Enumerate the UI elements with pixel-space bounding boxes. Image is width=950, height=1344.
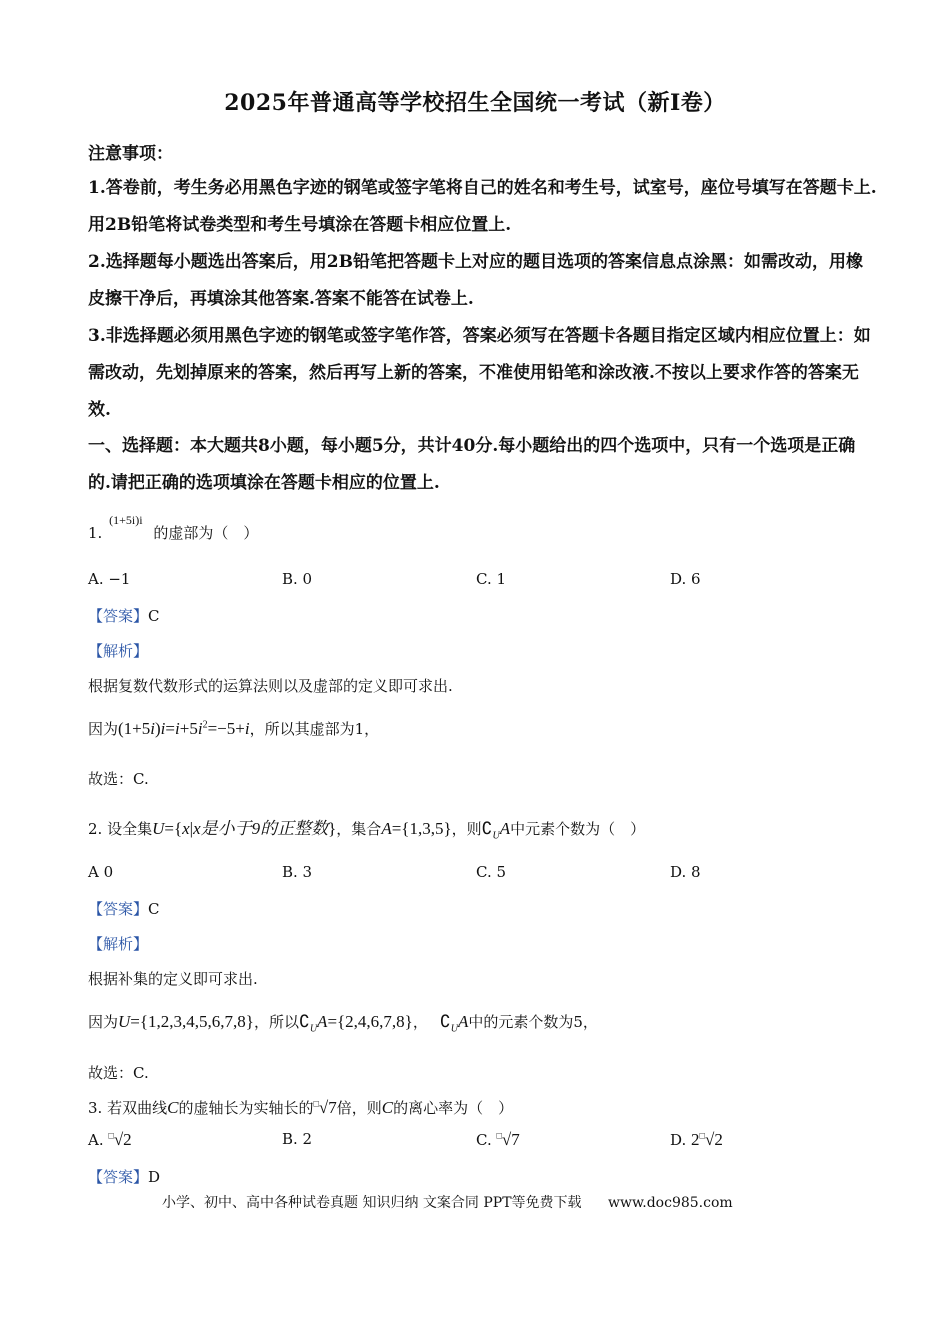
q2-option-b[interactable]: B. 3 bbox=[282, 863, 313, 881]
step-text: ， bbox=[412, 1013, 428, 1031]
q2-analysis-label: 【解析】 bbox=[88, 935, 149, 953]
step-prefix: 因为 bbox=[88, 720, 119, 738]
q3-answer bbox=[88, 1166, 160, 1187]
curve-symbol: C bbox=[167, 1098, 179, 1117]
q2-option-a[interactable]: A 0 bbox=[88, 863, 114, 881]
section-heading: 一、选择题：本大题共8小题，每小题5分，共计40分.每小题给出的四个选项中，只有一个选项是正确的.请把正确的选项填涂在答题卡相应的位置上. bbox=[88, 436, 856, 493]
q3-option-a[interactable]: A. □√2 bbox=[88, 1130, 132, 1149]
q2-solution-step bbox=[88, 1011, 598, 1034]
set-u-definition: U={x|x是小于9的正整数} bbox=[152, 819, 337, 838]
q2-answer bbox=[88, 898, 160, 919]
step-set-u: U={1,2,3,4,5,6,7,8} bbox=[118, 1012, 254, 1031]
q1-option-a[interactable]: A. −1 bbox=[88, 570, 131, 588]
answer-value: D bbox=[148, 1168, 161, 1186]
q2-analysis: 根据补集的定义即可求出. bbox=[88, 970, 258, 988]
root-expression: □√7 bbox=[313, 1098, 337, 1117]
question-text: 中元素个数为（ ） bbox=[510, 820, 646, 838]
step-math: $(1+5i)i=i+5i^2=-5+i$ bbox=[118, 719, 250, 738]
q1-analysis-label: 【解析】 bbox=[88, 642, 149, 660]
q3-option-b[interactable]: B. 2 bbox=[282, 1130, 313, 1148]
step-text: ，所以 bbox=[253, 1013, 299, 1031]
notice-heading: 注意事项： bbox=[88, 144, 173, 164]
complex-expression: (1+5i)i bbox=[109, 513, 143, 527]
question-text: 的离心率为（ ） bbox=[393, 1099, 514, 1117]
question-number: 1. bbox=[88, 524, 103, 542]
q2-option-d[interactable]: D. 8 bbox=[670, 863, 701, 881]
question-stem: 的虚部为（ ） bbox=[153, 524, 259, 542]
step-prefix: 因为 bbox=[88, 1013, 119, 1031]
q2-option-c[interactable]: C. 5 bbox=[476, 863, 507, 881]
step-suffix: ，所以其虚部为1， bbox=[249, 720, 380, 738]
question-1 bbox=[88, 513, 259, 543]
question-3 bbox=[88, 1097, 513, 1118]
question-number: 2. 设全集 bbox=[88, 820, 153, 838]
answer-value: C bbox=[148, 900, 160, 918]
q2-conclusion: 故选：C. bbox=[88, 1064, 149, 1082]
answer-label: 【答案】 bbox=[88, 1168, 149, 1186]
footer-url[interactable]: www.doc985.com bbox=[607, 1195, 733, 1211]
question-text: 的虚轴长为实轴长的 bbox=[178, 1099, 314, 1117]
question-2 bbox=[88, 814, 645, 841]
q1-analysis: 根据复数代数形式的运算法则以及虚部的定义即可求出. bbox=[88, 677, 453, 695]
q1-option-d[interactable]: D. 6 bbox=[670, 570, 701, 588]
answer-label: 【答案】 bbox=[88, 900, 149, 918]
q3-option-c[interactable]: C. □√7 bbox=[476, 1130, 520, 1149]
q1-answer bbox=[88, 605, 160, 626]
q3-option-d[interactable]: D. 2□√2 bbox=[670, 1130, 723, 1149]
answer-label: 【答案】 bbox=[88, 607, 149, 625]
question-number: 3. 若双曲线 bbox=[88, 1099, 168, 1117]
q1-option-c[interactable]: C. 1 bbox=[476, 570, 507, 588]
step-text: 中的元素个数为5， bbox=[468, 1013, 598, 1031]
notice-item-2: 2.选择题每小题选出答案后，用2B铅笔把答题卡上对应的题目选项的答案信息点涂黑：如需改动，用橡皮擦干净后，再填涂其他答案.答案不能答在试卷上. bbox=[88, 252, 863, 309]
q1-option-b[interactable]: B. 0 bbox=[282, 570, 313, 588]
question-text: 倍，则 bbox=[336, 1099, 382, 1117]
page-title: 2025年普通高等学校招生全国统一考试（新Ⅰ卷） bbox=[224, 90, 726, 116]
set-a-definition: A={1,3,5} bbox=[381, 819, 452, 838]
question-text: ，则 bbox=[451, 820, 482, 838]
footer bbox=[162, 1192, 733, 1212]
step-complement-2: $∁_UA$ bbox=[439, 1012, 469, 1035]
notice-item-1: 1.答卷前，考生务必用黑色字迹的钢笔或签字笔将自己的姓名和考生号，试室号，座位号填写在答题卡上.用2B铅笔将试卷类型和考生号填涂在答题卡相应位置上. bbox=[88, 178, 877, 235]
footer-text: 小学、初中、高中各种试卷真题 知识归纳 文案合同 PPT等免费下载 bbox=[162, 1195, 582, 1211]
question-text: ，集合 bbox=[336, 820, 382, 838]
notice-item-3: 3.非选择题必须用黑色字迹的钢笔或签字笔作答，答案必须写在答题卡各题目指定区域内相应位置上：如需改动，先划掉原来的答案，然后再写上新的答案，不准使用铅笔和涂改液.不按以上要求作答的答案无效. bbox=[88, 326, 871, 420]
q1-solution-step bbox=[88, 718, 379, 739]
q1-conclusion: 故选：C. bbox=[88, 770, 149, 788]
answer-value: C bbox=[148, 607, 160, 625]
complement-expression: $∁_UA$ bbox=[481, 819, 511, 842]
curve-symbol: C bbox=[381, 1098, 394, 1117]
step-complement: $∁_UA=\{2,4,6,7,8\}$ bbox=[298, 1012, 413, 1035]
